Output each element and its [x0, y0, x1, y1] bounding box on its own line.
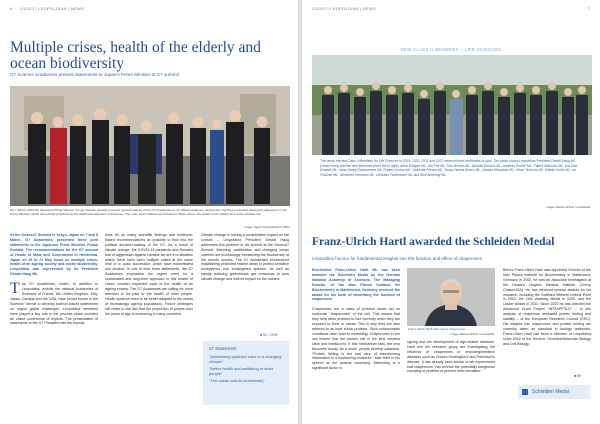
author-signature: ■ BK — [574, 374, 582, 378]
body-paragraph — [10, 282, 98, 326]
column-2 — [105, 233, 193, 316]
article-subtitle: Leopoldina honour for fundamental insights into the function and effect of chaperones — [312, 256, 483, 261]
photo-caption: On 7 March 2023 the Japanese Prime Minister, Fumio Kishida, (centre) received representatives of the G7 Academies at his official residence. During this visit they presented three joint statements to the Prime Minister, which were jointly prepared by the National Academies of Sciences. The main topics addressed included multiple crises, the health of the elderly and ocean biodiversity. — [10, 208, 287, 216]
column-1 — [10, 233, 98, 326]
statement-item: "Addressing systemic risks in a changing climate" — [209, 354, 282, 364]
group-photo-credit: Image: Markus Scholz | Leopoldina — [546, 205, 590, 209]
portrait-credit: Image: Markus Scholz | Leopoldina — [450, 332, 494, 336]
running-head: 2/2023 | LEOPOLDINA | NEWS — [312, 6, 376, 11]
body-text-3: Climate change is having a considerable impact on the oceans – Leopoldina President Gerald Haug addressed this problem in his speech at the Science7 Summit. Warming, acidification and changing ocean currents are increasingly threatening the biodiversity of the world's oceans. The G7 Academies recommend establishing protected marine areas to protect sensitive ecosystems and endangered species, as well as rapidly reducing greenhouse gas emissions to slow climate change and limit its impact on the oceans. — [201, 233, 289, 282]
photo-credit: Image: Japan Prime Minister's Office — [244, 225, 290, 229]
portrait-caption: Franz-Ulrich Hartl talks about chaperones. — [408, 327, 466, 331]
topic-tag-label: Schleiden Medal — [532, 389, 569, 395]
article-title: Franz-Ulrich Hartl awarded the Schleiden Medal — [312, 236, 555, 248]
g7-photo-illustration — [10, 86, 290, 206]
lead-paragraph: At the Science7 Summit in Tokyo, Japan on 7 and 8 March, G7 Academies presented three joint statements to the Japanese Prime Minister, Fumio Kishida. The recommendations for the G7 summit of Heads of State and Government in Hiroshima, Japan on 19 to 21 May focus on multiple crises, health of an ageing society and ocean biodiversity. Leopoldina was represented by its President Gerald Haug ML. — [10, 233, 98, 277]
author-signature: ■ SC, CHW — [260, 333, 278, 337]
statement-item: "Better health and wellbeing of older people" — [209, 366, 274, 376]
portrait-photo — [407, 268, 495, 326]
body-text-3: Before Franz-Ulrich Hartl was appointed Director of the Max Planck Institute for Biochemistry in Martinsried, Germany in 2002, he was an Associate Investigator at the Howard Hughes Medical Institute (Chevy Chase/USA). He has received several awards for his research, including the Gottfried Wilhelm Leibniz Prize in 2002, the Otto Warburg Medal in 2009, and the Lasker Award in 2011. Since 2022 he has directed the Advanced Grant Project "INSTAPFOLD" – In situ analysis of chaperone mediated protein folding and stability – of the European Research Council (ERC). His insights into chaperones and protein folding are currently taken as standard in biology textbooks. Franz-Ulrich Hartl has been a Member of Leopoldina since 2002 in the Section: Genetics/Molecular Biology and Cell Biology. — [503, 268, 591, 346]
body-text-2: ageing and the development of age-related diseases. Hartl and his research group are investigating the influence of chaperones in neurodegenerative diseases such as Chorea Huntington's and Parkinson's disease. It has already been shown in lab experiments that chaperones "can reverse the potentially dangerous clumping of proteins or prevent their formation." — [407, 340, 495, 374]
running-head: 2/2023 | LEOPOLDINA | NEWS — [20, 6, 84, 11]
right-page — [302, 0, 600, 424]
body-text-1: he G7 Academies, which, in addition to Leopoldina, include the national Academies of Sciences of France, the United Kingdom, Italy, Japan, Canada and the USA, have joined forces in the Science7 format to develop science-based statements on urgent global challenges. Leopoldina members have played a key role in the process which included an online conference of experts. The presentation of statements to the G7 President laid the founda- — [10, 282, 98, 326]
column-1 — [312, 268, 400, 371]
lead-paragraph: Biochemist Franz-Ulrich Hartl ML has been awarded the Schleiden Medal by the German National Academy of Sciences. The Managing Director of the Max Planck Institute for Biochemistry in Martinsried, Germany received the award for his work of describing the function of chaperones. — [312, 268, 400, 302]
body-text-2: tions for as many scientific findings and evidence-based recommendations as possible to flow into the political decision-making of the G7. As a result of climate change, the COVID-19 pandemic and Russia's war of aggression against Ukraine we are in a situation where there have been multiple crises at the same time or in quick succession, which have exacerbated one another. In one of their three statements, the G7 Academies emphasise the urgent need for a coordinated and long-term approach to this cluster of crises. Another important topic is the health of an ageing society. The G7 Academies are calling for more attention to be paid to the health of older people. Health systems need to be better adapted to the needs of increasingly ageing populations. Future strategies will relate to the fact that the proportion of people over ten years of age is increasing in many countries. — [105, 233, 193, 316]
group-photo-illustration — [312, 55, 592, 155]
body-text-1: Chaperones are a class of proteins which act as molecular "chaperones" of the cell. This means that they help other proteins to fold correctly when they are exposed to fever or stress. This is why they are also referred to as heat shock proteins. Such unfavourable conditions often lead to misfolding. Chaperones in the cell ensure that the protein mix in the lens remains clear and translucent. If this mechanism fails, the lens becomes cloudy. As a result, people develop cataracts. "Protein folding is the last step of transforming information to a functioning molecule", said Hartl in his speech at the awards ceremony. Misfolding is a significant factor in — [312, 307, 400, 371]
column-3 — [503, 268, 591, 347]
column-2 — [407, 340, 495, 374]
portrait-illustration — [407, 268, 495, 326]
g7-photo — [10, 86, 290, 206]
left-page — [0, 0, 298, 424]
section-banner: NEW CLASS II MEMBERS – LIFE SCIENCES — [400, 47, 502, 52]
statements-box — [203, 341, 289, 405]
square-icon — [522, 389, 528, 395]
column-3 — [201, 233, 289, 282]
page-number: 7 — [587, 6, 590, 11]
statement-item: "The ocean and its biodiversity" — [209, 378, 265, 383]
drop-cap: T — [10, 280, 20, 298]
article-subtitle: G7 Science academies present statements to Japan's Prime Minister at G7 summit — [10, 72, 179, 77]
statements-heading: S7 Statements — [209, 346, 237, 351]
group-photo-caption: The newly elected Class II Members for Life Sciences in 2019, 2020, 2021 and 2022 received their certificates in April. The photo shows Leopoldina President Gerald Haug ML (centre front) and the new Members (from left to right): Anne Köttgen ML, Jan Peil ML, Tina Romeo ML, Michael Boutros ML, Andreas Hochel ML, Patrick Bonnarin ML, Kai-Uwe Eckardt ML, Hans-Georg Rammensee ML, Robert Grosse ML, Charlotte Förster ML, Sonja-Verena Albers ML, Claudia Höbartner ML, Ulrich Technau ML, Kätelin Korké ML, Ivo Feußner ML, Johannes Hermann ML, Christian Fankhauser ML and Wulf Amelung ML. — [320, 159, 578, 177]
page-number: 6 — [10, 6, 13, 11]
topic-tag — [518, 385, 590, 399]
article-title: Multiple crises, health of the elderly and ocean biodiversity — [10, 39, 261, 72]
group-photo — [312, 55, 592, 155]
